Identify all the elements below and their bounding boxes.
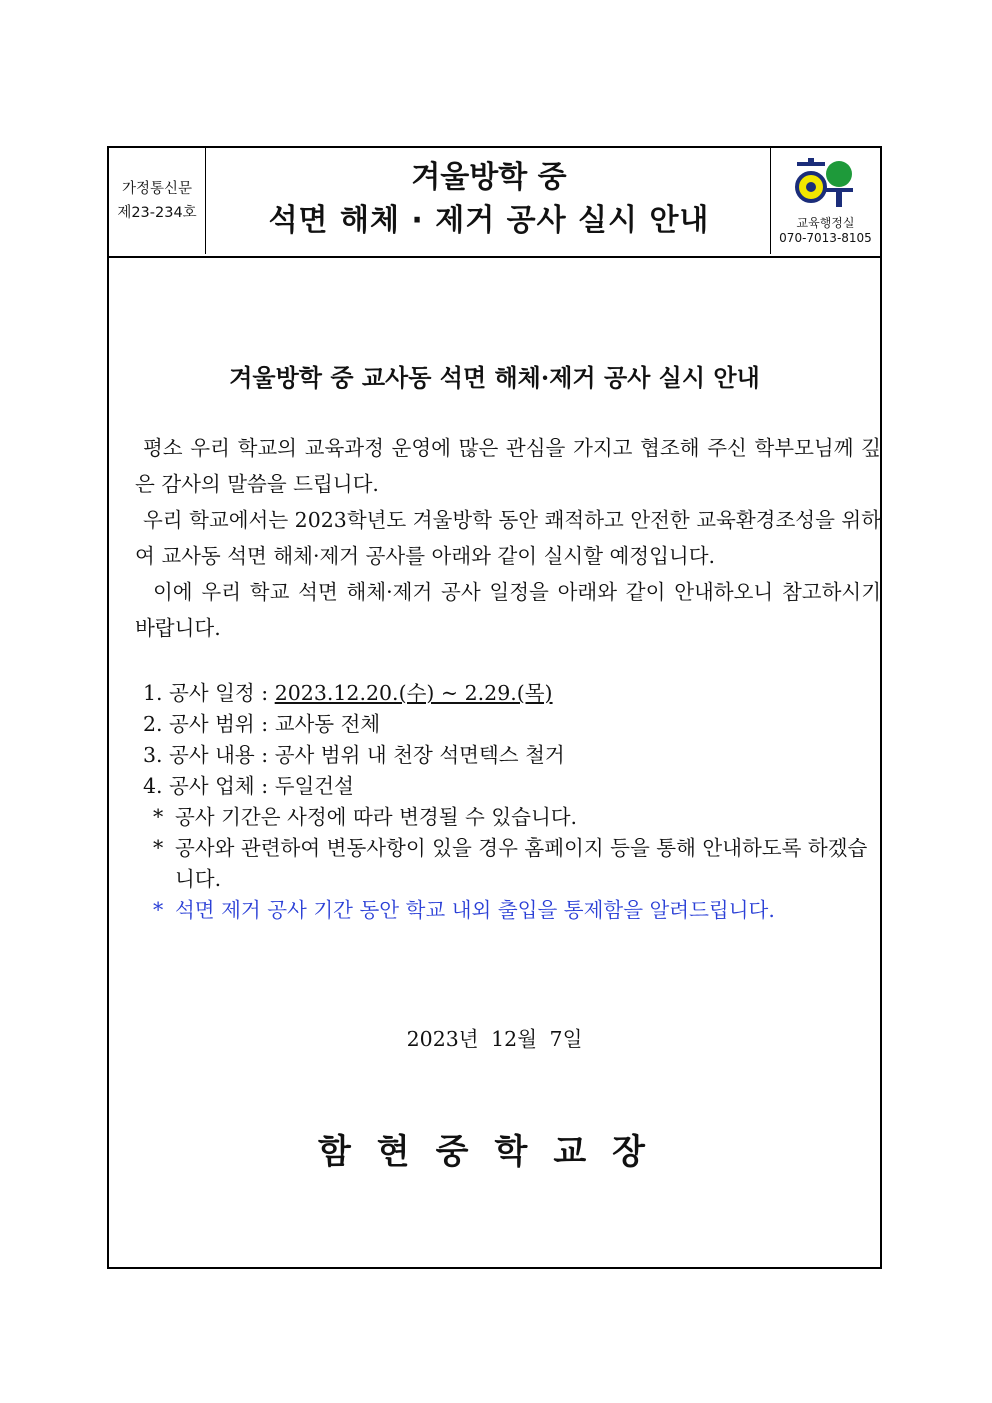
title-box: [205, 148, 773, 254]
note-marker: *: [153, 805, 164, 829]
body-paragraphs: [135, 430, 881, 646]
list-item: [143, 740, 883, 771]
note-text: 공사 기간은 사정에 따라 변경될 수 있습니다.: [175, 805, 578, 829]
issue-date: 2023년 12월 7일: [406, 1027, 583, 1051]
item-value: 교사동 전체: [274, 712, 381, 736]
note-marker: *: [153, 898, 164, 922]
list-item: [143, 771, 883, 802]
item-number: 1.: [143, 681, 163, 705]
item-value: 공사 범위 내 천장 석면텍스 철거: [274, 743, 565, 767]
school-logo-icon: [791, 158, 859, 208]
paragraph: 우리 학교에서는 2023학년도 겨울방학 동안 쾌적하고 안전한 교육환경조성을 위하여 교사동 석면 해체·제거 공사를 아래와 같이 실시할 예정입니다.: [135, 508, 881, 568]
notice-type: 가정통신문: [121, 181, 193, 197]
list-item: [143, 709, 883, 740]
list-item: [143, 678, 883, 709]
phone-number: 070-7013-8105: [779, 231, 872, 245]
signature-school-principal: 함현중학교장: [317, 1132, 672, 1172]
paragraph: 이에 우리 학교 석면 해체·제거 공사 일정을 아래와 같이 안내하오니 참고하시기 바랍니다.: [135, 580, 881, 640]
note-item: [153, 833, 883, 895]
contact-box: [770, 148, 880, 254]
item-number: 3.: [143, 743, 163, 767]
item-number: 2.: [143, 712, 163, 736]
item-label: 공사 내용 :: [169, 743, 269, 767]
note-item: [153, 802, 883, 833]
schedule-list: [143, 678, 883, 926]
title-line-2: 석면 해체 · 제거 공사 실시 안내: [268, 203, 710, 238]
notice-number-box: [109, 148, 206, 254]
item-label: 공사 범위 :: [169, 712, 269, 736]
item-value: 두일건설: [274, 774, 354, 798]
paragraph: 평소 우리 학교의 교육과정 운영에 많은 관심을 가지고 협조해 주신 학부모님께 깊은 감사의 말씀을 드립니다.: [135, 436, 881, 496]
note-text: 공사와 관련하여 변동사항이 있을 경우 홈페이지 등을 통해 안내하도록 하겠습니다.: [175, 836, 868, 891]
document-frame: [107, 146, 882, 1269]
department-label: 교육행정실: [796, 216, 855, 230]
notice-number: 제23-234호: [117, 205, 197, 221]
item-value: 2023.12.20.(수) ~ 2.29.(목): [274, 681, 553, 705]
note-item-highlight: [153, 895, 883, 926]
title-line-1: 겨울방학 중: [411, 160, 567, 195]
item-label: 공사 업체 :: [169, 774, 269, 798]
note-marker: *: [153, 836, 164, 860]
note-text: 석면 제거 공사 기간 동안 학교 내외 출입을 통제함을 알려드립니다.: [175, 898, 775, 922]
body-title: 겨울방학 중 교사동 석면 해체·제거 공사 실시 안내: [229, 363, 760, 392]
document-header: [109, 148, 880, 258]
item-number: 4.: [143, 774, 163, 798]
item-label: 공사 일정 :: [169, 681, 269, 705]
